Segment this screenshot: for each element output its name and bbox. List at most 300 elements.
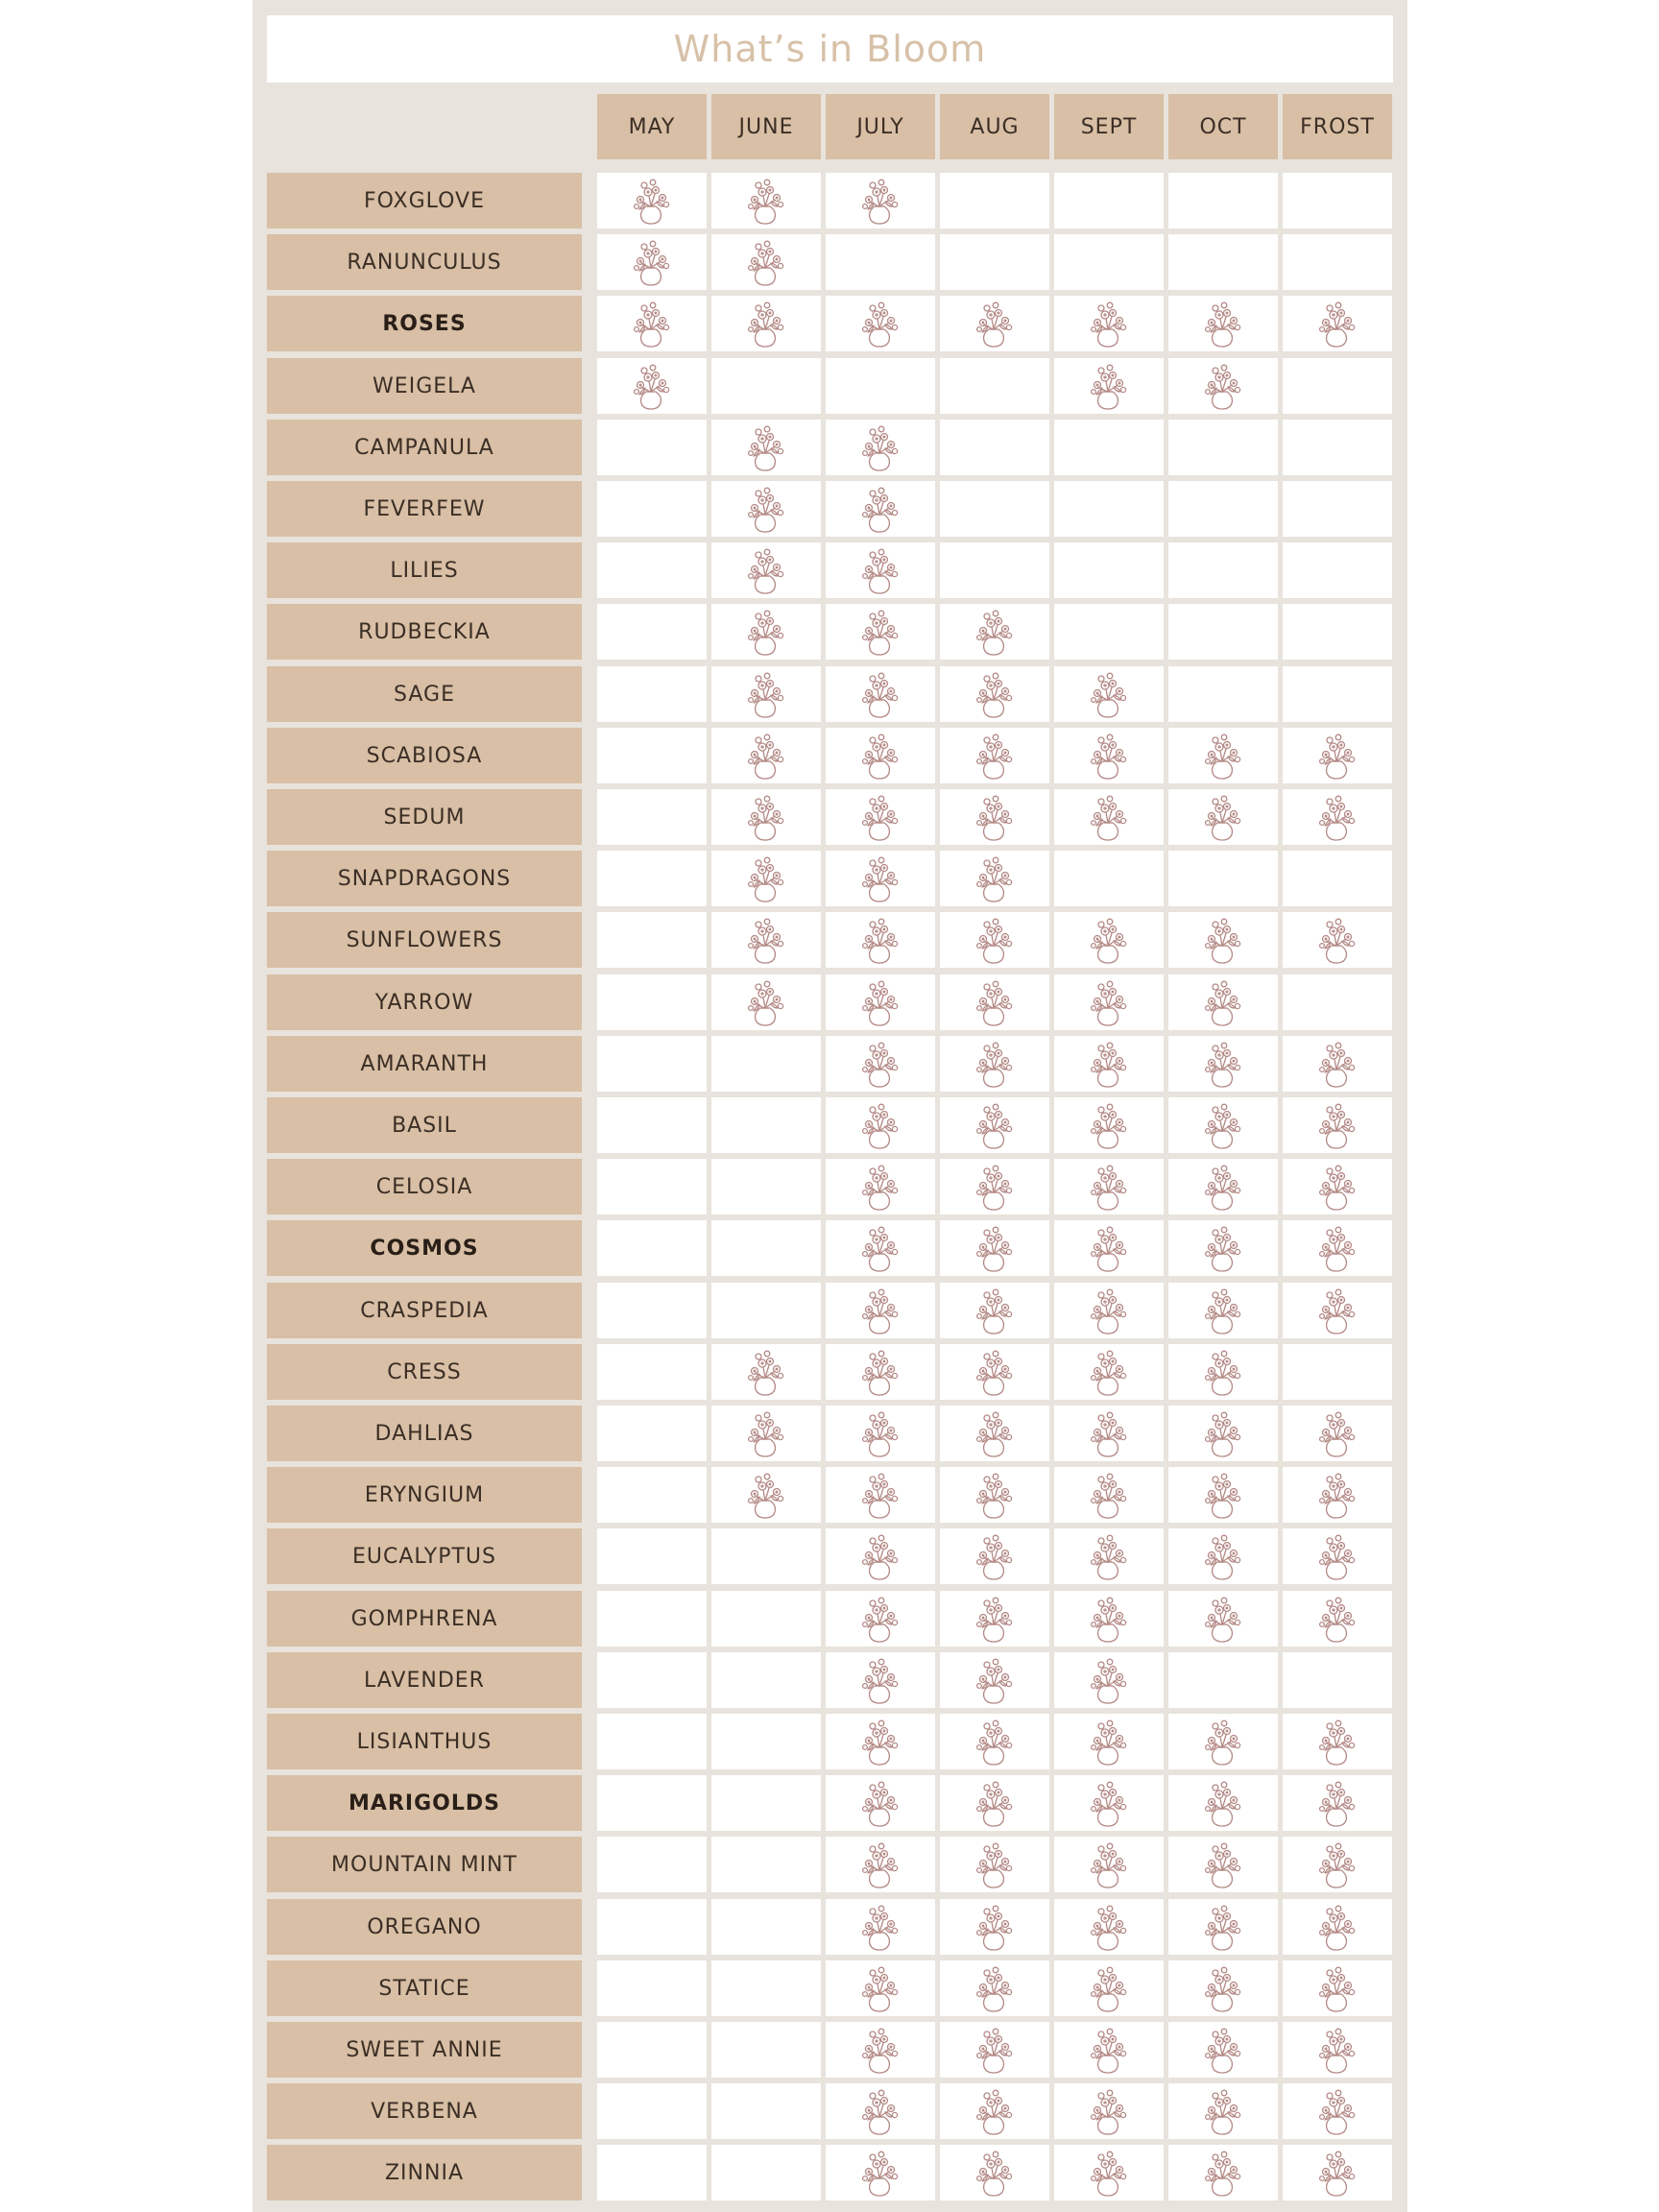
- bloom-cell-amaranth-aug: [940, 1036, 1049, 1092]
- bloom-cell-scabiosa-oct: [1168, 728, 1278, 783]
- bloom-cell-scabiosa-june: [711, 728, 821, 783]
- bloom-cell-sedum-may: [597, 789, 707, 845]
- bloom-cell-lavender-june: [711, 1652, 821, 1708]
- flower-label-amaranth: AMARANTH: [267, 1036, 582, 1092]
- bloom-cell-sunflowers-june: [711, 912, 821, 968]
- bloom-cell-statice-frost: [1283, 1960, 1392, 2016]
- bloom-cell-cosmos-aug: [940, 1220, 1049, 1276]
- bloom-cell-statice-july: [826, 1960, 935, 2016]
- bloom-cell-oregano-may: [597, 1899, 707, 1955]
- bloom-cell-roses-may: [597, 296, 707, 351]
- flower-label-mountain-mint: MOUNTAIN MINT: [267, 1837, 582, 1892]
- bloom-cell-sunflowers-sept: [1054, 912, 1164, 968]
- bloom-cell-statice-sept: [1054, 1960, 1164, 2016]
- flower-bouquet-icon: [1083, 1840, 1135, 1888]
- flower-bouquet-icon: [1311, 2149, 1363, 2197]
- flower-bouquet-icon: [1083, 1779, 1135, 1827]
- bloom-cell-cress-sept: [1054, 1344, 1164, 1400]
- bloom-cell-zinnia-sept: [1054, 2145, 1164, 2200]
- flower-bouquet-icon: [740, 608, 792, 656]
- flower-bouquet-icon: [740, 238, 792, 286]
- flower-label-marigolds: MARIGOLDS: [267, 1775, 582, 1831]
- flower-bouquet-icon: [1311, 1409, 1363, 1457]
- bloom-cell-celosia-aug: [940, 1159, 1049, 1214]
- bloom-cell-oregano-frost: [1283, 1899, 1392, 1955]
- bloom-cell-lilies-frost: [1283, 542, 1392, 598]
- flower-bouquet-icon: [1083, 2026, 1135, 2074]
- bloom-cell-statice-june: [711, 1960, 821, 2016]
- bloom-cell-yarrow-june: [711, 974, 821, 1030]
- bloom-cell-rudbeckia-may: [597, 604, 707, 660]
- bloom-cell-lavender-july: [826, 1652, 935, 1708]
- flower-bouquet-icon: [1083, 1964, 1135, 2012]
- bloom-cell-yarrow-may: [597, 974, 707, 1030]
- bloom-cell-gomphrena-july: [826, 1591, 935, 1647]
- flower-bouquet-icon: [1083, 1286, 1135, 1334]
- flower-bouquet-icon: [854, 423, 906, 471]
- bloom-cell-verbena-may: [597, 2083, 707, 2139]
- bloom-cell-verbena-aug: [940, 2083, 1049, 2139]
- bloom-cell-craspedia-sept: [1054, 1283, 1164, 1338]
- bloom-cell-sedum-sept: [1054, 789, 1164, 845]
- bloom-cell-basil-aug: [940, 1097, 1049, 1153]
- bloom-cell-campanula-oct: [1168, 420, 1278, 475]
- bloom-cell-lisianthus-sept: [1054, 1714, 1164, 1769]
- flower-label-sunflowers: SUNFLOWERS: [267, 912, 582, 968]
- bloom-cell-dahlias-july: [826, 1406, 935, 1461]
- bloom-cell-gomphrena-sept: [1054, 1591, 1164, 1647]
- bloom-cell-cosmos-may: [597, 1220, 707, 1276]
- bloom-cell-sweet-annie-frost: [1283, 2022, 1392, 2078]
- flower-bouquet-icon: [969, 1840, 1021, 1888]
- flower-label-eryngium: ERYNGIUM: [267, 1467, 582, 1523]
- flower-bouquet-icon: [740, 300, 792, 348]
- flower-bouquet-icon: [969, 978, 1021, 1026]
- flower-bouquet-icon: [1311, 1471, 1363, 1519]
- flower-bouquet-icon: [1083, 1656, 1135, 1704]
- bloom-cell-oregano-oct: [1168, 1899, 1278, 1955]
- bloom-cell-feverfew-july: [826, 481, 935, 537]
- bloom-cell-foxglove-frost: [1283, 173, 1392, 228]
- bloom-cell-eryngium-oct: [1168, 1467, 1278, 1523]
- flower-bouquet-icon: [1197, 1040, 1249, 1088]
- flower-bouquet-icon: [1083, 670, 1135, 718]
- bloom-cell-lavender-oct: [1168, 1652, 1278, 1708]
- flower-bouquet-icon: [969, 608, 1021, 656]
- bloom-cell-oregano-aug: [940, 1899, 1049, 1955]
- bloom-cell-scabiosa-frost: [1283, 728, 1392, 783]
- flower-label-sweet-annie: SWEET ANNIE: [267, 2022, 582, 2078]
- bloom-cell-feverfew-may: [597, 481, 707, 537]
- flower-bouquet-icon: [969, 1718, 1021, 1766]
- bloom-cell-snapdragons-may: [597, 851, 707, 906]
- bloom-cell-marigolds-july: [826, 1775, 935, 1831]
- flower-bouquet-icon: [969, 670, 1021, 718]
- month-header-frost: FROST: [1283, 94, 1392, 159]
- flower-label-roses: ROSES: [267, 296, 582, 351]
- bloom-cell-yarrow-frost: [1283, 974, 1392, 1030]
- flower-bouquet-icon: [969, 1903, 1021, 1951]
- flower-bouquet-icon: [854, 1471, 906, 1519]
- flower-bouquet-icon: [969, 1163, 1021, 1211]
- flower-bouquet-icon: [1083, 732, 1135, 780]
- bloom-cell-sweet-annie-sept: [1054, 2022, 1164, 2078]
- flower-bouquet-icon: [1311, 1040, 1363, 1088]
- flower-bouquet-icon: [854, 854, 906, 902]
- bloom-cell-lilies-oct: [1168, 542, 1278, 598]
- bloom-cell-eucalyptus-july: [826, 1528, 935, 1584]
- bloom-cell-basil-sept: [1054, 1097, 1164, 1153]
- flower-bouquet-icon: [1311, 1964, 1363, 2012]
- flower-bouquet-icon: [854, 2087, 906, 2135]
- bloom-cell-eryngium-may: [597, 1467, 707, 1523]
- bloom-cell-statice-may: [597, 1960, 707, 2016]
- bloom-cell-marigolds-frost: [1283, 1775, 1392, 1831]
- flower-bouquet-icon: [969, 1409, 1021, 1457]
- flower-bouquet-icon: [1197, 1779, 1249, 1827]
- bloom-cell-sage-may: [597, 666, 707, 722]
- bloom-cell-sweet-annie-july: [826, 2022, 935, 2078]
- flower-bouquet-icon: [740, 485, 792, 533]
- flower-bouquet-icon: [1311, 2087, 1363, 2135]
- bloom-cell-eryngium-aug: [940, 1467, 1049, 1523]
- flower-bouquet-icon: [854, 2149, 906, 2197]
- bloom-cell-marigolds-sept: [1054, 1775, 1164, 1831]
- bloom-cell-sedum-june: [711, 789, 821, 845]
- bloom-cell-zinnia-may: [597, 2145, 707, 2200]
- bloom-cell-campanula-june: [711, 420, 821, 475]
- bloom-cell-sunflowers-frost: [1283, 912, 1392, 968]
- flower-bouquet-icon: [1197, 1471, 1249, 1519]
- bloom-cell-celosia-may: [597, 1159, 707, 1214]
- flower-bouquet-icon: [969, 300, 1021, 348]
- bloom-cell-craspedia-june: [711, 1283, 821, 1338]
- bloom-cell-zinnia-aug: [940, 2145, 1049, 2200]
- bloom-cell-cress-july: [826, 1344, 935, 1400]
- bloom-cell-lilies-june: [711, 542, 821, 598]
- bloom-cell-foxglove-july: [826, 173, 935, 228]
- bloom-cell-marigolds-june: [711, 1775, 821, 1831]
- bloom-cell-sunflowers-may: [597, 912, 707, 968]
- bloom-cell-celosia-sept: [1054, 1159, 1164, 1214]
- flower-bouquet-icon: [740, 1409, 792, 1457]
- flower-bouquet-icon: [854, 1779, 906, 1827]
- flower-bouquet-icon: [1083, 2149, 1135, 2197]
- bloom-cell-lisianthus-july: [826, 1714, 935, 1769]
- flower-bouquet-icon: [1083, 1471, 1135, 1519]
- bloom-cell-lavender-may: [597, 1652, 707, 1708]
- flower-label-oregano: OREGANO: [267, 1899, 582, 1955]
- flower-bouquet-icon: [854, 1101, 906, 1149]
- bloom-cell-eucalyptus-may: [597, 1528, 707, 1584]
- bloom-cell-sedum-aug: [940, 789, 1049, 845]
- bloom-cell-eucalyptus-sept: [1054, 1528, 1164, 1584]
- flower-bouquet-icon: [1083, 1224, 1135, 1272]
- bloom-cell-craspedia-july: [826, 1283, 935, 1338]
- flower-label-dahlias: DAHLIAS: [267, 1406, 582, 1461]
- bloom-cell-roses-aug: [940, 296, 1049, 351]
- flower-bouquet-icon: [1083, 1903, 1135, 1951]
- bloom-cell-roses-july: [826, 296, 935, 351]
- bloom-cell-cosmos-frost: [1283, 1220, 1392, 1276]
- bloom-cell-weigela-may: [597, 358, 707, 414]
- bloom-cell-ranunculus-frost: [1283, 234, 1392, 290]
- month-header-july: JULY: [826, 94, 935, 159]
- bloom-cell-snapdragons-aug: [940, 851, 1049, 906]
- bloom-cell-rudbeckia-aug: [940, 604, 1049, 660]
- bloom-cell-cosmos-oct: [1168, 1220, 1278, 1276]
- flower-bouquet-icon: [969, 1040, 1021, 1088]
- bloom-cell-eryngium-july: [826, 1467, 935, 1523]
- bloom-cell-craspedia-aug: [940, 1283, 1049, 1338]
- flower-bouquet-icon: [1311, 1163, 1363, 1211]
- bloom-cell-sedum-july: [826, 789, 935, 845]
- flower-bouquet-icon: [969, 1532, 1021, 1580]
- flower-bouquet-icon: [854, 1163, 906, 1211]
- flower-bouquet-icon: [969, 2149, 1021, 2197]
- flower-bouquet-icon: [626, 177, 678, 225]
- bloom-cell-verbena-frost: [1283, 2083, 1392, 2139]
- flower-bouquet-icon: [1083, 300, 1135, 348]
- bloom-cell-foxglove-oct: [1168, 173, 1278, 228]
- bloom-cell-cosmos-sept: [1054, 1220, 1164, 1276]
- bloom-cell-craspedia-may: [597, 1283, 707, 1338]
- bloom-cell-craspedia-oct: [1168, 1283, 1278, 1338]
- bloom-cell-campanula-frost: [1283, 420, 1392, 475]
- bloom-cell-snapdragons-july: [826, 851, 935, 906]
- bloom-cell-weigela-oct: [1168, 358, 1278, 414]
- flower-bouquet-icon: [1083, 1718, 1135, 1766]
- bloom-cell-dahlias-june: [711, 1406, 821, 1461]
- bloom-cell-statice-oct: [1168, 1960, 1278, 2016]
- flower-bouquet-icon: [1311, 1101, 1363, 1149]
- flower-bouquet-icon: [1083, 1348, 1135, 1396]
- flower-bouquet-icon: [1083, 1163, 1135, 1211]
- bloom-cell-lisianthus-aug: [940, 1714, 1049, 1769]
- flower-bouquet-icon: [854, 1595, 906, 1643]
- bloom-cell-amaranth-frost: [1283, 1036, 1392, 1092]
- flower-bouquet-icon: [854, 1532, 906, 1580]
- bloom-cell-sunflowers-july: [826, 912, 935, 968]
- bloom-cell-eucalyptus-june: [711, 1528, 821, 1584]
- bloom-cell-sage-aug: [940, 666, 1049, 722]
- bloom-cell-statice-aug: [940, 1960, 1049, 2016]
- bloom-cell-gomphrena-frost: [1283, 1591, 1392, 1647]
- flower-bouquet-icon: [1197, 732, 1249, 780]
- bloom-cell-basil-july: [826, 1097, 935, 1153]
- flower-bouquet-icon: [969, 1101, 1021, 1149]
- flower-bouquet-icon: [1083, 978, 1135, 1026]
- flower-label-statice: STATICE: [267, 1960, 582, 2016]
- flower-bouquet-icon: [1311, 1286, 1363, 1334]
- flower-bouquet-icon: [626, 300, 678, 348]
- flower-bouquet-icon: [969, 1224, 1021, 1272]
- flower-bouquet-icon: [1083, 1040, 1135, 1088]
- flower-bouquet-icon: [626, 362, 678, 410]
- flower-bouquet-icon: [1311, 793, 1363, 841]
- bloom-cell-yarrow-oct: [1168, 974, 1278, 1030]
- bloom-cell-weigela-frost: [1283, 358, 1392, 414]
- flower-bouquet-icon: [969, 916, 1021, 964]
- bloom-cell-snapdragons-oct: [1168, 851, 1278, 906]
- flower-bouquet-icon: [1311, 1224, 1363, 1272]
- bloom-cell-scabiosa-july: [826, 728, 935, 783]
- bloom-cell-amaranth-oct: [1168, 1036, 1278, 1092]
- bloom-cell-sage-july: [826, 666, 935, 722]
- month-header-may: MAY: [597, 94, 707, 159]
- flower-bouquet-icon: [1197, 1532, 1249, 1580]
- flower-bouquet-icon: [854, 177, 906, 225]
- flower-label-eucalyptus: EUCALYPTUS: [267, 1528, 582, 1584]
- bloom-cell-mountain-mint-july: [826, 1837, 935, 1892]
- flower-bouquet-icon: [1083, 1101, 1135, 1149]
- flower-bouquet-icon: [1083, 1409, 1135, 1457]
- bloom-cell-roses-oct: [1168, 296, 1278, 351]
- month-header-oct: OCT: [1168, 94, 1278, 159]
- bloom-cell-cosmos-july: [826, 1220, 935, 1276]
- bloom-cell-zinnia-july: [826, 2145, 935, 2200]
- flower-bouquet-icon: [1311, 732, 1363, 780]
- flower-bouquet-icon: [969, 1779, 1021, 1827]
- bloom-cell-sage-oct: [1168, 666, 1278, 722]
- flower-bouquet-icon: [969, 1964, 1021, 2012]
- bloom-cell-snapdragons-frost: [1283, 851, 1392, 906]
- flower-label-snapdragons: SNAPDRAGONS: [267, 851, 582, 906]
- bloom-cell-roses-frost: [1283, 296, 1392, 351]
- bloom-cell-feverfew-frost: [1283, 481, 1392, 537]
- bloom-cell-amaranth-july: [826, 1036, 935, 1092]
- flower-bouquet-icon: [1197, 1718, 1249, 1766]
- bloom-cell-lisianthus-may: [597, 1714, 707, 1769]
- flower-bouquet-icon: [740, 423, 792, 471]
- flower-bouquet-icon: [1197, 1101, 1249, 1149]
- bloom-cell-rudbeckia-july: [826, 604, 935, 660]
- bloom-cell-marigolds-oct: [1168, 1775, 1278, 1831]
- bloom-cell-celosia-june: [711, 1159, 821, 1214]
- flower-bouquet-icon: [969, 2087, 1021, 2135]
- flower-label-craspedia: CRASPEDIA: [267, 1283, 582, 1338]
- bloom-cell-zinnia-june: [711, 2145, 821, 2200]
- bloom-cell-lilies-sept: [1054, 542, 1164, 598]
- bloom-cell-eucalyptus-frost: [1283, 1528, 1392, 1584]
- bloom-cell-zinnia-frost: [1283, 2145, 1392, 2200]
- page-title: What’s in Bloom: [673, 28, 987, 70]
- flower-bouquet-icon: [969, 1348, 1021, 1396]
- bloom-cell-rudbeckia-sept: [1054, 604, 1164, 660]
- flower-label-ranunculus: RANUNCULUS: [267, 234, 582, 290]
- bloom-cell-ranunculus-may: [597, 234, 707, 290]
- flower-bouquet-icon: [740, 1348, 792, 1396]
- bloom-cell-lisianthus-frost: [1283, 1714, 1392, 1769]
- flower-label-rudbeckia: RUDBECKIA: [267, 604, 582, 660]
- flower-bouquet-icon: [740, 793, 792, 841]
- flower-bouquet-icon: [1311, 1779, 1363, 1827]
- flower-label-verbena: VERBENA: [267, 2083, 582, 2139]
- bloom-cell-eryngium-june: [711, 1467, 821, 1523]
- bloom-cell-basil-june: [711, 1097, 821, 1153]
- flower-bouquet-icon: [1197, 1903, 1249, 1951]
- bloom-cell-ranunculus-aug: [940, 234, 1049, 290]
- flower-bouquet-icon: [1197, 2026, 1249, 2074]
- bloom-cell-verbena-sept: [1054, 2083, 1164, 2139]
- flower-label-sage: SAGE: [267, 666, 582, 722]
- flower-bouquet-icon: [854, 916, 906, 964]
- flower-bouquet-icon: [854, 2026, 906, 2074]
- bloom-cell-mountain-mint-aug: [940, 1837, 1049, 1892]
- bloom-cell-amaranth-sept: [1054, 1036, 1164, 1092]
- bloom-cell-dahlias-aug: [940, 1406, 1049, 1461]
- flower-bouquet-icon: [1197, 1840, 1249, 1888]
- flower-bouquet-icon: [854, 1286, 906, 1334]
- flower-bouquet-icon: [626, 238, 678, 286]
- flower-bouquet-icon: [740, 177, 792, 225]
- flower-bouquet-icon: [1311, 1532, 1363, 1580]
- bloom-cell-weigela-july: [826, 358, 935, 414]
- bloom-cell-amaranth-may: [597, 1036, 707, 1092]
- flower-bouquet-icon: [854, 978, 906, 1026]
- flower-label-weigela: WEIGELA: [267, 358, 582, 414]
- bloom-cell-gomphrena-june: [711, 1591, 821, 1647]
- flower-bouquet-icon: [1197, 300, 1249, 348]
- bloom-cell-scabiosa-may: [597, 728, 707, 783]
- flower-bouquet-icon: [969, 854, 1021, 902]
- bloom-cell-campanula-aug: [940, 420, 1049, 475]
- flower-label-feverfew: FEVERFEW: [267, 481, 582, 537]
- flower-bouquet-icon: [1197, 1409, 1249, 1457]
- bloom-cell-feverfew-aug: [940, 481, 1049, 537]
- flower-bouquet-icon: [854, 608, 906, 656]
- flower-bouquet-icon: [1311, 1840, 1363, 1888]
- bloom-cell-eryngium-sept: [1054, 1467, 1164, 1523]
- bloom-cell-marigolds-aug: [940, 1775, 1049, 1831]
- month-header-sept: SEPT: [1054, 94, 1164, 159]
- flower-bouquet-icon: [969, 2026, 1021, 2074]
- bloom-cell-dahlias-frost: [1283, 1406, 1392, 1461]
- bloom-cell-mountain-mint-sept: [1054, 1837, 1164, 1892]
- flower-label-scabiosa: SCABIOSA: [267, 728, 582, 783]
- bloom-cell-weigela-aug: [940, 358, 1049, 414]
- flower-bouquet-icon: [969, 1595, 1021, 1643]
- bloom-cell-foxglove-aug: [940, 173, 1049, 228]
- bloom-cell-eucalyptus-oct: [1168, 1528, 1278, 1584]
- flower-bouquet-icon: [1197, 978, 1249, 1026]
- flower-bouquet-icon: [740, 978, 792, 1026]
- flower-bouquet-icon: [1197, 1964, 1249, 2012]
- flower-label-zinnia: ZINNIA: [267, 2145, 582, 2200]
- flower-label-celosia: CELOSIA: [267, 1159, 582, 1214]
- flower-bouquet-icon: [854, 300, 906, 348]
- bloom-cell-lilies-july: [826, 542, 935, 598]
- flower-bouquet-icon: [854, 670, 906, 718]
- flower-bouquet-icon: [854, 546, 906, 594]
- bloom-cell-foxglove-june: [711, 173, 821, 228]
- flower-bouquet-icon: [740, 546, 792, 594]
- bloom-cell-mountain-mint-oct: [1168, 1837, 1278, 1892]
- bloom-cell-eucalyptus-aug: [940, 1528, 1049, 1584]
- bloom-cell-campanula-sept: [1054, 420, 1164, 475]
- flower-bouquet-icon: [1311, 1595, 1363, 1643]
- flower-bouquet-icon: [740, 1471, 792, 1519]
- flower-label-gomphrena: GOMPHRENA: [267, 1591, 582, 1647]
- bloom-cell-craspedia-frost: [1283, 1283, 1392, 1338]
- bloom-cell-marigolds-may: [597, 1775, 707, 1831]
- bloom-cell-gomphrena-may: [597, 1591, 707, 1647]
- bloom-cell-celosia-frost: [1283, 1159, 1392, 1214]
- bloom-cell-campanula-july: [826, 420, 935, 475]
- bloom-cell-mountain-mint-frost: [1283, 1837, 1392, 1892]
- flower-label-yarrow: YARROW: [267, 974, 582, 1030]
- flower-label-sedum: SEDUM: [267, 789, 582, 845]
